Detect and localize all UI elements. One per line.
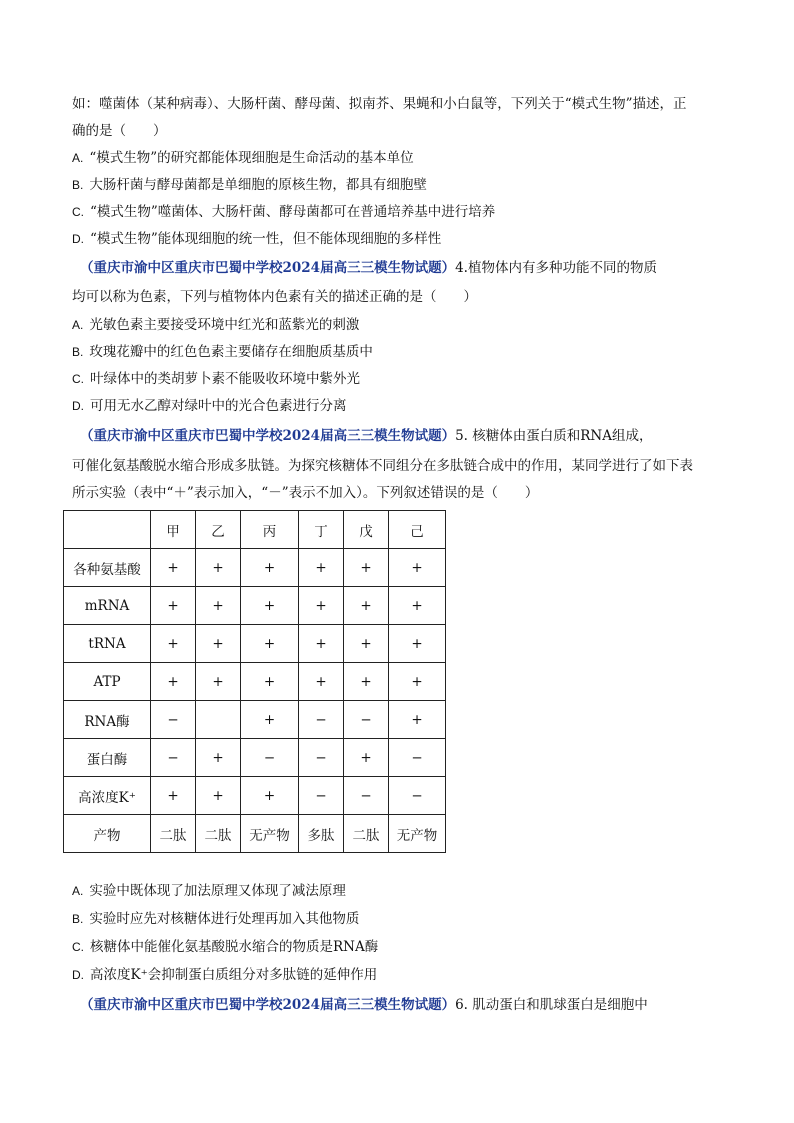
q3-stem-line2: 确的是（ ） xyxy=(72,123,167,139)
table-cell: − xyxy=(151,701,196,739)
table-row xyxy=(64,587,446,625)
option-letter: C. xyxy=(72,940,84,954)
option-text: 光敏色素主要接受环境中红光和蓝紫光的刺激 xyxy=(89,317,360,333)
table-row-label: 各种氨基酸 xyxy=(64,549,151,587)
table-cell: 无产物 xyxy=(241,815,299,853)
option-text: 实验时应先对核糖体进行处理再加入其他物质 xyxy=(89,911,360,927)
option-letter: B. xyxy=(72,345,84,359)
table-cell: − xyxy=(241,739,299,777)
table-cell: − xyxy=(151,739,196,777)
table-cell: + xyxy=(241,701,299,739)
table-cell: + xyxy=(344,549,389,587)
option-letter: D. xyxy=(72,399,84,413)
table-header-cell: 己 xyxy=(389,511,446,549)
q5-option-b xyxy=(72,909,359,929)
q3-option-b xyxy=(72,175,427,195)
q4-option-d xyxy=(72,396,347,416)
table-row-label: 产物 xyxy=(64,815,151,853)
q6-header xyxy=(80,995,648,1015)
question-source: （重庆市渝中区重庆市巴蜀中学校2024届高三三模生物试题） xyxy=(80,997,456,1013)
option-letter: B. xyxy=(72,912,84,926)
table-cell: + xyxy=(151,663,196,701)
option-text: 叶绿体中的类胡萝卜素不能吸收环境中紫外光 xyxy=(90,371,360,387)
table-cell: + xyxy=(241,777,299,815)
table-cell: + xyxy=(151,587,196,625)
table-header-cell: 乙 xyxy=(196,511,241,549)
option-letter: C. xyxy=(72,372,84,386)
option-letter: C. xyxy=(72,205,84,219)
q3-option-c xyxy=(72,202,495,222)
table-row xyxy=(64,663,446,701)
option-text: 核糖体中能催化氨基酸脱水缩合的物质是RNA酶 xyxy=(90,939,379,955)
question-source: （重庆市渝中区重庆市巴蜀中学校2024届高三三模生物试题） xyxy=(80,260,456,276)
table-row xyxy=(64,549,446,587)
table-cell xyxy=(196,701,241,739)
table-cell: + xyxy=(241,587,299,625)
table-cell: + xyxy=(299,587,344,625)
table-cell: 多肽 xyxy=(299,815,344,853)
table-cell: − xyxy=(389,777,446,815)
option-text: 实验中既体现了加法原理又体现了减法原理 xyxy=(89,883,346,899)
table-cell: + xyxy=(241,625,299,663)
table-cell: + xyxy=(299,625,344,663)
table-header-cell: 丁 xyxy=(299,511,344,549)
q5-stem-line2: 可催化氨基酸脱水缩合形成多肽链。为探究核糖体不同组分在多肽链合成中的作用，某同学进行了如下表 xyxy=(72,458,693,474)
option-letter: A. xyxy=(72,151,84,165)
table-cell: + xyxy=(241,663,299,701)
option-text: “模式生物”的研究都能体现细胞是生命活动的基本单位 xyxy=(89,150,414,166)
table-cell: + xyxy=(344,587,389,625)
table-cell: + xyxy=(344,625,389,663)
option-text: 可用无水乙醇对绿叶中的光合色素进行分离 xyxy=(90,398,347,414)
q4-header xyxy=(80,258,657,278)
q6-stem-line1: 6. 肌动蛋白和肌球蛋白是细胞中 xyxy=(455,997,648,1013)
table-cell: + xyxy=(389,625,446,663)
q5-option-a xyxy=(72,881,346,901)
table-cell: + xyxy=(299,549,344,587)
table-header-cell: 甲 xyxy=(151,511,196,549)
table-cell: 二肽 xyxy=(196,815,241,853)
table-cell: − xyxy=(299,777,344,815)
table-cell: + xyxy=(389,701,446,739)
q5-stem-line1: 5. 核糖体由蛋白质和RNA组成， xyxy=(455,428,653,444)
table-cell: + xyxy=(196,625,241,663)
table-cell: + xyxy=(389,663,446,701)
q4-option-c xyxy=(72,369,360,389)
table-header-cell xyxy=(64,511,151,549)
question-source: （重庆市渝中区重庆市巴蜀中学校2024届高三三模生物试题） xyxy=(80,428,456,444)
table-cell: − xyxy=(344,777,389,815)
table-row-label: 高浓度K⁺ xyxy=(64,777,151,815)
table-row xyxy=(64,701,446,739)
table-header-row xyxy=(64,511,446,549)
table-cell: + xyxy=(344,739,389,777)
option-text: “模式生物”噬菌体、大肠杆菌、酵母菌都可在普通培养基中进行培养 xyxy=(90,204,496,220)
table-cell: 无产物 xyxy=(389,815,446,853)
experiment-table xyxy=(63,510,446,853)
table-cell: − xyxy=(389,739,446,777)
option-letter: A. xyxy=(72,884,84,898)
option-text: “模式生物”能体现细胞的统一性，但不能体现细胞的多样性 xyxy=(90,231,442,247)
table-cell: + xyxy=(389,587,446,625)
table-row-label: RNA酶 xyxy=(64,701,151,739)
table-header-cell: 丙 xyxy=(241,511,299,549)
table-row-label: tRNA xyxy=(64,625,151,663)
q5-header xyxy=(80,426,652,446)
table-cell: 二肽 xyxy=(151,815,196,853)
q3-option-d xyxy=(72,229,441,249)
table-cell: + xyxy=(151,549,196,587)
option-text: 高浓度K⁺会抑制蛋白质组分对多肽链的延伸作用 xyxy=(90,967,378,983)
table-cell: + xyxy=(151,777,196,815)
table-cell: + xyxy=(196,777,241,815)
table-cell: + xyxy=(344,663,389,701)
table-cell: − xyxy=(344,701,389,739)
q4-option-b xyxy=(72,342,373,362)
table-header-cell: 戊 xyxy=(344,511,389,549)
option-text: 大肠杆菌与酵母菌都是单细胞的原核生物，都具有细胞壁 xyxy=(89,177,427,193)
q4-option-a xyxy=(72,315,359,335)
table-cell: + xyxy=(196,549,241,587)
option-letter: A. xyxy=(72,318,84,332)
q5-option-d xyxy=(72,965,377,985)
table-row xyxy=(64,815,446,853)
q5-option-c xyxy=(72,937,378,957)
option-text: 玫瑰花瓣中的红色色素主要储存在细胞质基质中 xyxy=(89,344,373,360)
q3-option-a xyxy=(72,148,414,168)
table-cell: − xyxy=(299,701,344,739)
option-letter: D. xyxy=(72,968,84,982)
table-cell: + xyxy=(151,625,196,663)
option-letter: B. xyxy=(72,178,84,192)
table-row xyxy=(64,777,446,815)
table-cell: + xyxy=(299,663,344,701)
table-cell: + xyxy=(389,549,446,587)
table-cell: − xyxy=(299,739,344,777)
table-cell: + xyxy=(241,549,299,587)
table-cell: + xyxy=(196,739,241,777)
table-row-label: ATP xyxy=(64,663,151,701)
q4-stem-line1: 4.植物体内有多种功能不同的物质 xyxy=(455,260,657,276)
q3-stem-line1: 如：噬菌体（某种病毒）、大肠杆菌、酵母菌、拟南芥、果蝇和小白鼠等，下列关于“模式生物”描述，正 xyxy=(72,96,687,112)
option-letter: D. xyxy=(72,232,84,246)
table-cell: + xyxy=(196,587,241,625)
table-row-label: mRNA xyxy=(64,587,151,625)
q5-stem-line3: 所示实验（表中“＋”表示加入，“－”表示不加入）。下列叙述错误的是（ ） xyxy=(72,485,539,501)
q4-stem-line2: 均可以称为色素，下列与植物体内色素有关的描述正确的是（ ） xyxy=(72,289,477,305)
table-row-label: 蛋白酶 xyxy=(64,739,151,777)
table-cell: + xyxy=(196,663,241,701)
table-row xyxy=(64,625,446,663)
table-cell: 二肽 xyxy=(344,815,389,853)
table-row xyxy=(64,739,446,777)
